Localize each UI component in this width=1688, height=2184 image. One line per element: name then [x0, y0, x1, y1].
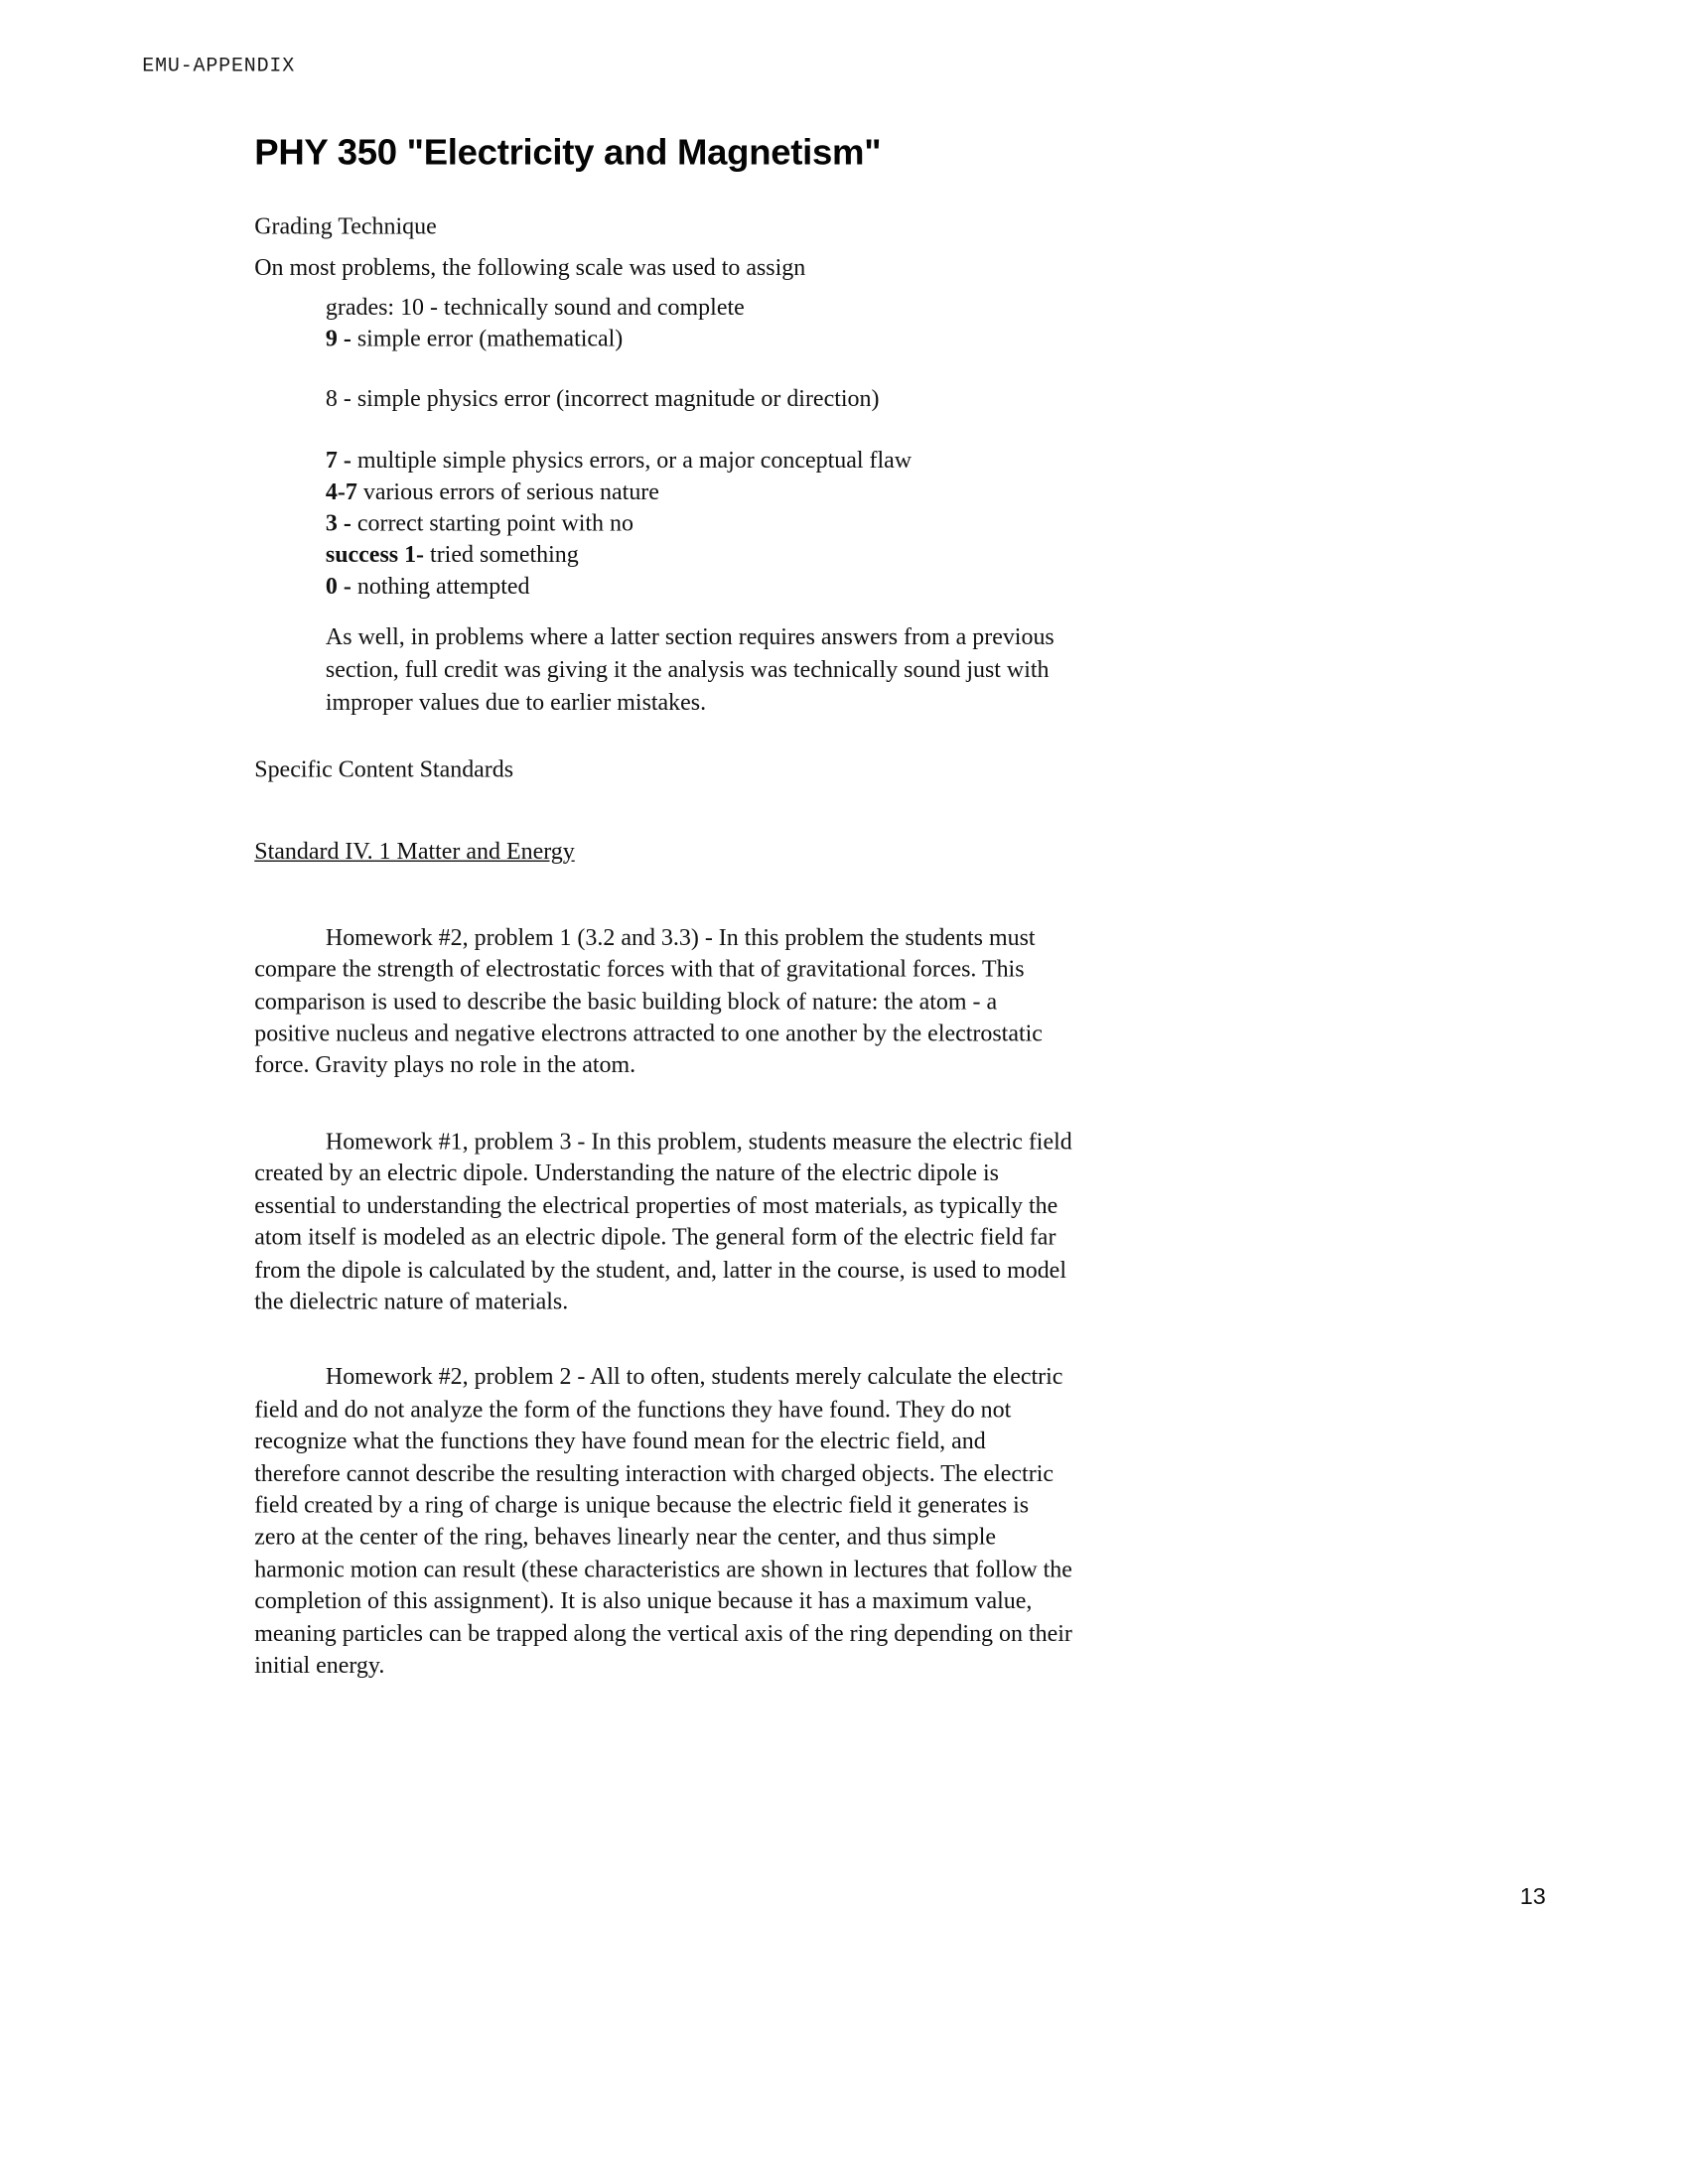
page-number: 13	[1519, 1883, 1546, 1910]
scale-item-1	[326, 539, 1075, 571]
page-title: PHY 350 "Electricity and Magnetism"	[254, 131, 882, 173]
scale-grade-9: 9	[325, 324, 338, 352]
scale-sep-0: -	[337, 571, 357, 600]
scale-sep-9: -	[337, 324, 357, 352]
grading-scale-list	[326, 292, 1075, 719]
standard-paragraph-2: Homework #1, problem 3 - In this problem, students measure the electric field created by an electric dipole. Understanding the nature of the electric dipole is essential to understanding the electrical properties of most materials, as typically the atom itself is modeled as an electric dipole. The general form of the electric field far from the dipole is calculated by the student, and, latter in the course, is used to model the dielectric nature of materials.	[254, 1127, 1072, 1314]
scale-item-8	[326, 383, 1075, 415]
scale-item-3	[326, 507, 1075, 539]
scale-sep-8: -	[337, 384, 357, 413]
scale-grade-1: success 1-	[325, 540, 425, 568]
standards-section-label: Specific Content Standards	[254, 754, 514, 783]
scale-item-7	[326, 444, 1075, 476]
scale-sep-10: -	[424, 292, 445, 321]
scale-grade-4-7: 4-7	[325, 477, 357, 504]
grading-section-label: Grading Technique	[254, 212, 437, 240]
running-head: EMU-APPENDIX	[142, 56, 296, 78]
scale-item-0	[326, 571, 1075, 603]
scale-text-1: tried something	[430, 540, 579, 568]
document-body	[254, 131, 1075, 1681]
scale-spacer-1	[326, 354, 1075, 383]
scale-text-10: technically sound and complete	[444, 292, 745, 321]
scale-text-3: correct starting point with no	[356, 508, 634, 536]
standard-heading-wrap	[254, 810, 1075, 867]
scale-grade-7: 7	[325, 445, 338, 474]
scale-item-10	[326, 292, 1075, 324]
scale-text-8: simple physics error (incorrect magnitude or direction)	[356, 384, 880, 413]
scale-item-4-7	[326, 476, 1075, 507]
standard-heading: Standard IV. 1 Matter and Energy	[254, 836, 575, 865]
standard-paragraph-3: Homework #2, problem 2 - All to often, students merely calculate the electric field and do not analyze the form of the functions they have found. They do not recognize what the functions they have found mean for the electric field, and therefore cannot describe the resulting interaction with charged objects. The electric field created by a ring of charge is unique because the electric field it generates is zero at the center of the ring, behaves linearly near the center, and thus simple harmonic motion can result (these characteristics are shown in lectures that follow the completion of this assignment). It is also unique because it has a maximum value, meaning particles can be trapped along the vertical axis of the ring depending on their initial energy.	[254, 1362, 1072, 1679]
scale-text-4-7: various errors of serious nature	[362, 477, 659, 504]
standard-paragraph-1: Homework #2, problem 1 (3.2 and 3.3) - In this problem the students must compare the strength of electrostatic forces with that of gravitational forces. This comparison is used to describe the basic building block of nature: the atom - a positive nucleus and negative electrons attracted to one another by the electrostatic force. Gravity plays no role in the atom.	[254, 922, 1043, 1079]
scale-sep-3: -	[337, 508, 357, 536]
scale-item-9	[326, 323, 1075, 354]
scale-text-9: simple error (mathematical)	[356, 324, 624, 352]
scale-text-0: nothing attempted	[356, 571, 530, 600]
scale-grade-0: 0	[325, 571, 338, 600]
scale-text-7: multiple simple physics errors, or a major conceptual flaw	[356, 445, 913, 474]
grading-intro: On most problems, the following scale was used to assign	[254, 252, 806, 281]
scale-grade-3: 3	[325, 508, 338, 536]
scale-grade-10: grades: 10	[325, 292, 425, 321]
scale-spacer-2	[326, 415, 1075, 444]
scale-grade-8: 8	[325, 384, 338, 413]
grading-note: As well, in problems where a latter section requires answers from a previous section, full credit was giving it the analysis was technically sound just with improper values due to earlier mistakes.	[325, 622, 1055, 715]
scale-sep-7: -	[337, 445, 357, 474]
